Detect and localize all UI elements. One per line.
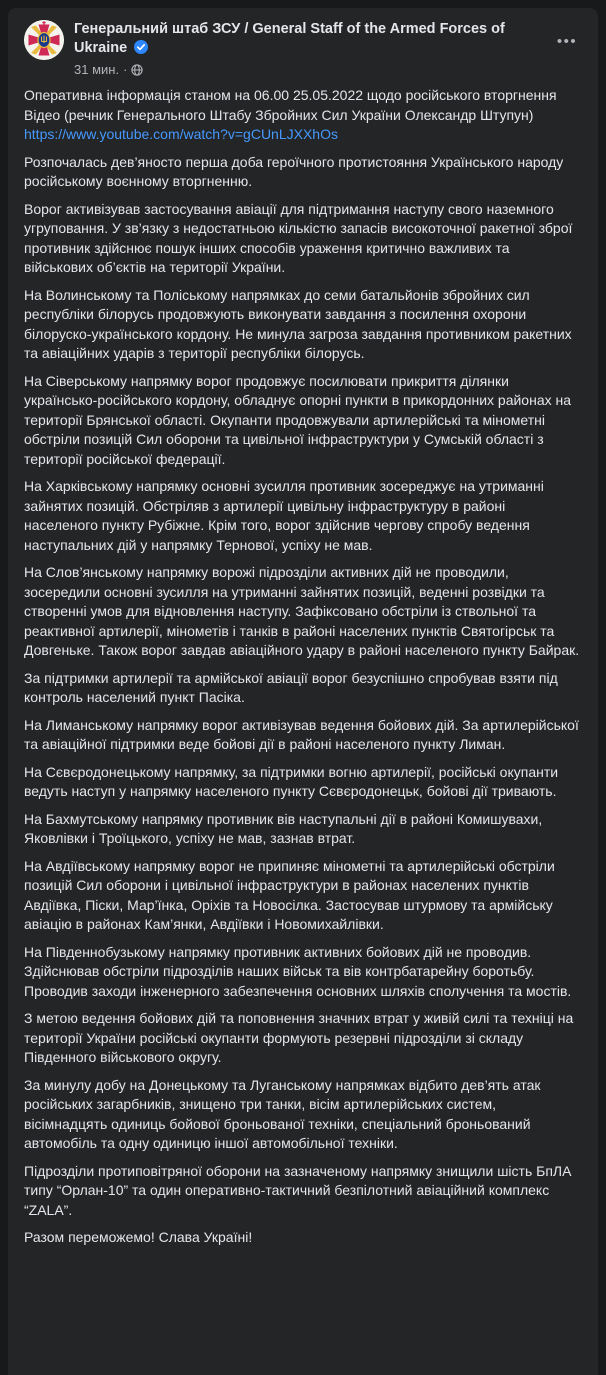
post-meta: [74, 62, 546, 77]
post-paragraph: На Авдіївському напрямку ворог не припиняє мінометні та артилерійські обстріли позицій Сил оборони і цивільної інфраструктури в районах населених пунктів Авдіївка, Піски, Мар’їнка, Оріхів та Новосілка. Застосував штурмову та армійську авіацію в районах Кам’янки, Авдіївки і Новомихайлівки.: [24, 857, 555, 932]
post-paragraph: За минулу добу на Донецькому та Луганському напрямках відбито дев’ять атак російських загарбників, знищено три танки, вісім артилерійських систем, вісімнадцять одиниць бойової броньованої техніки, спеціальний броньований автомобіль та одну одиницю іншої автомобільної техніки.: [24, 1076, 541, 1151]
post-paragraph: На Бахмутському напрямку противник вів наступальні дії в районі Комишувахи, Яковлівки і Троїцького, успіху не мав, зазнав втрат.: [24, 810, 543, 846]
post-header: [8, 8, 598, 79]
ellipsis-menu-icon: •••: [556, 32, 578, 50]
page-name-link[interactable]: [74, 20, 546, 58]
post-menu-button[interactable]: [550, 26, 584, 56]
post-paragraph: З метою ведення бойових дій та поповнення значних втрат у живій силі та техніці на території України російські окупанти формують резервні підрозділи зі складу Південного військового округу.: [24, 1010, 574, 1065]
avatar[interactable]: [24, 20, 64, 60]
post-paragraph: На Сіверському напрямку ворог продовжує посилювати прикриття ділянки українсько-російського кордону, обладнує опорні пункти в прикордонних районах на території Брянської області. Окупанти продовжували артилерійські та мінометні обстріли позицій Сил оборони та цивільної інфраструктури у Сумській області з території російської федерації.: [24, 372, 572, 467]
post-paragraph: На Волинському та Поліському напрямках до семи батальйонів збройних сил республіки білорусь продовжують виконувати завдання з посилення охорони білоруско-українського кордону. Не минула загроза завдання противником ракетних та авіаційних ударів з території республіки білорусь.: [24, 286, 572, 361]
post-paragraph: На Слов’янському напрямку ворожі підрозділи активних дій не проводили, зосередили основні зусилля на утриманні зайнятих позицій, веденні розвідки та створенні умов для відновлення наступу. Зафіксовано обстріли із ствольної та реактивної артилерії, мінометів і танків в районі населених пунктів Святогірськ та Довгеньке. Також ворог завдав авіаційного удару в районі населеного пункту Байрак.: [24, 564, 580, 658]
post-body: [8, 79, 598, 1260]
page-name: Генеральний штаб ЗСУ / General Staff of the Armed Forces of Ukraine: [74, 21, 505, 56]
post-paragraph: На Південнобузькому напрямку противник активних бойових дій не проводив. Здійснював обстріли підрозділів наших військ та вів контрбатарейну боротьбу. Проводив заходи інженерного забезпечення основних шляхів сполучення та мостів.: [24, 943, 572, 999]
post-card: [8, 8, 598, 1375]
post-paragraph: За підтримки артилерії та армійської авіації ворог безуспішно спробував взяти під контроль населений пункт Пасіка.: [24, 669, 558, 705]
youtube-link[interactable]: https://www.youtube.com/watch?v=gCUnLJXXhOs: [24, 126, 338, 142]
intro-line-1: Оперативна інформація станом на 06.00 25.05.2022 щодо російського вторгнення: [24, 87, 557, 103]
meta-separator: ·: [123, 62, 128, 77]
timestamp[interactable]: 31 мин.: [74, 62, 120, 77]
post-intro: [24, 86, 582, 145]
header-info: [74, 20, 546, 77]
post-paragraph: Разом переможемо! Слава Україні!: [24, 1229, 253, 1245]
post-paragraph: Розпочалась дев’яносто перша доба героїчного протистояння Українського народу російському воєнному вторгненню.: [24, 153, 564, 189]
post-paragraph: Ворог активізував застосування авіації для підтримання наступу свого наземного угруповання. У зв’язку з недостатньою кількістю запасів високоточної ракетної зброї противник здійснює пошук інших способів ураження критично важливих та військових об’єктів на території України.: [24, 200, 573, 275]
post-paragraph: На Лиманському напрямку ворог активізував ведення бойових дій. За артилерійської та авіаційної підтримки веде бойові дії в районі населеного пункту Лиман.: [24, 716, 579, 752]
post-paragraph: На Харківському напрямку основні зусилля противник зосереджує на утриманні зайнятих позицій. Обстріляв з артилерії цивільну інфраструктуру в районі населеного пункту Рубіжне. Крім того, ворог здійснив чергову спробу ведення наступальних дій у напрямку Тернової, успіху не мав.: [24, 478, 544, 553]
intro-line-2: Відео (речник Генерального Штабу Збройних Сил України Олександр Штупун): [24, 106, 534, 123]
post-paragraph: На Сєвєродонецькому напрямку, за підтримки вогню артилерії, російські окупанти ведуть наступ у напрямку населеного пункту Сєвєродонецьк, бойові дії тривають.: [24, 763, 559, 799]
post-paragraph: Підрозділи протиповітряної оборони на зазначеному напрямку знищили шість БпЛА типу “Орлан-10” та один оперативно-тактичний безпілотний авіаційний комплекс “ZALA”.: [24, 1162, 572, 1218]
general-staff-emblem-icon: [24, 47, 64, 60]
privacy-globe-icon: [131, 64, 143, 76]
verified-badge-icon: [134, 40, 148, 54]
